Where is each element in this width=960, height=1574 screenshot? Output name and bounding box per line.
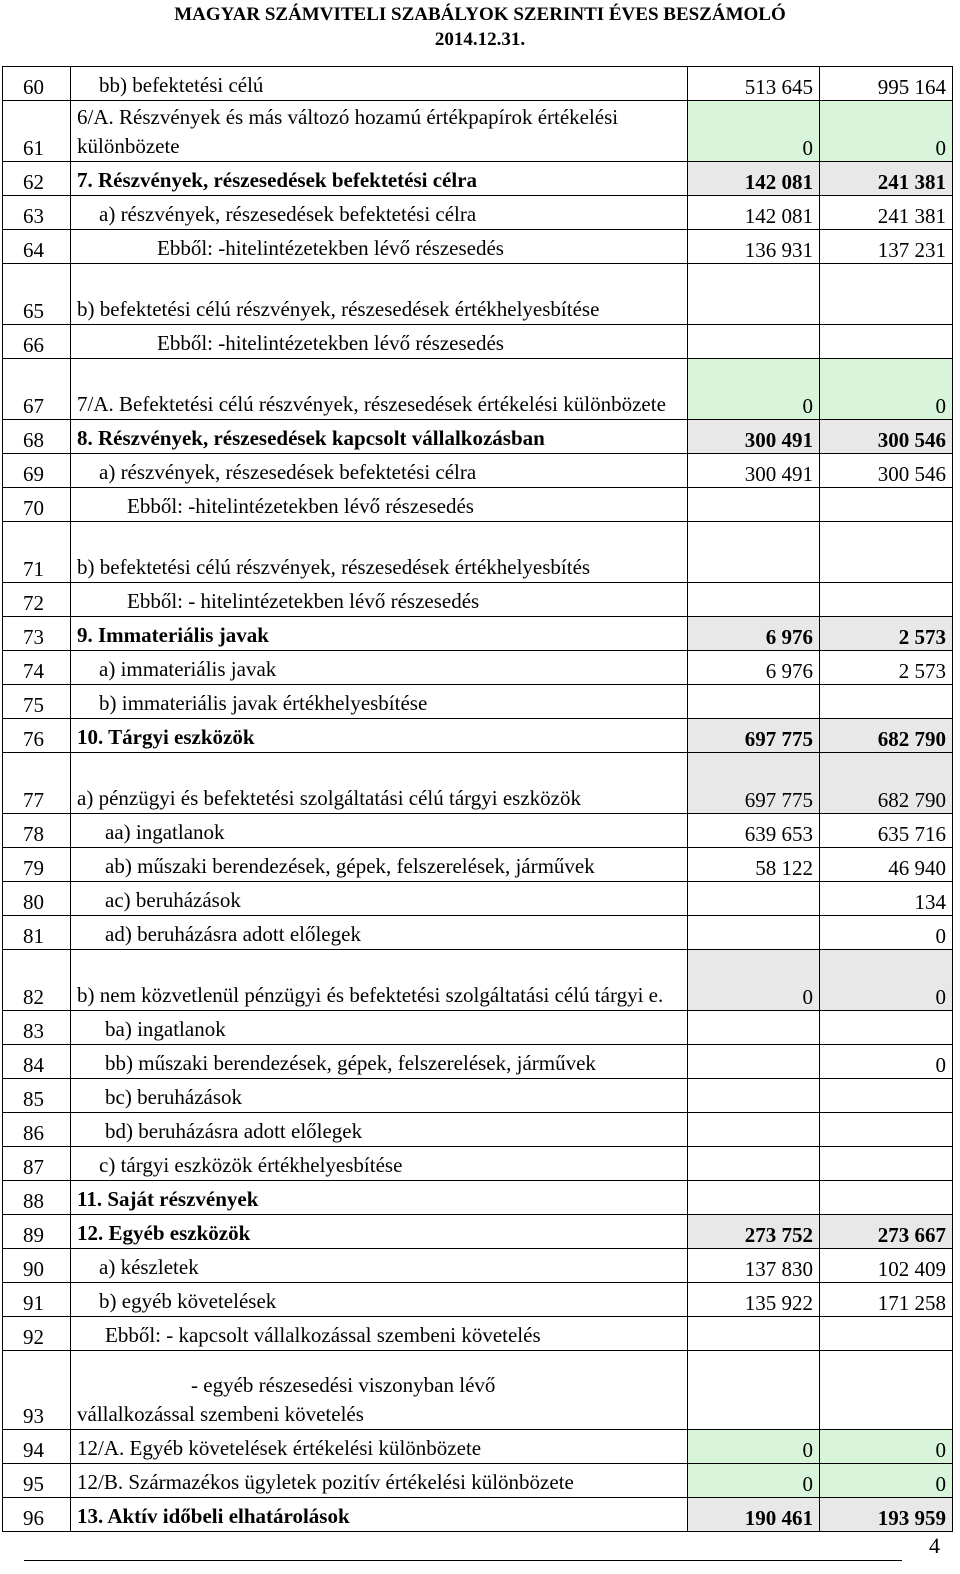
- row-number: 72: [3, 583, 71, 617]
- table-row: [3, 1045, 953, 1079]
- value-previous-year: 137 830: [688, 1249, 820, 1283]
- row-number: 85: [3, 1079, 71, 1113]
- table-row: [3, 583, 953, 617]
- balance-sheet-table: [2, 66, 953, 1532]
- value-previous-year: 142 081: [688, 196, 820, 230]
- table-row: [3, 685, 953, 719]
- value-previous-year: 58 122: [688, 848, 820, 882]
- row-number: 68: [3, 420, 71, 454]
- footer-divider: [24, 1560, 902, 1561]
- row-label: b) befektetési célú részvények, részesedések értékhelyesbítése: [71, 264, 688, 325]
- row-label: aa) ingatlanok: [71, 814, 688, 848]
- row-number: 74: [3, 651, 71, 685]
- value-previous-year: [688, 1113, 820, 1147]
- row-number: 90: [3, 1249, 71, 1283]
- table-row: [3, 882, 953, 916]
- value-previous-year: 0: [688, 101, 820, 162]
- value-previous-year: [688, 685, 820, 719]
- value-current-year: 171 258: [820, 1283, 953, 1317]
- row-label: b) immateriális javak értékhelyesbítése: [71, 685, 688, 719]
- table-row: [3, 1283, 953, 1317]
- value-previous-year: [688, 522, 820, 583]
- document-header-title: MAGYAR SZÁMVITELI SZABÁLYOK SZERINTI ÉVES BESZÁMOLÓ: [174, 4, 786, 25]
- table-row: [3, 1011, 953, 1045]
- table-row: [3, 719, 953, 753]
- table-row: [3, 522, 953, 583]
- row-number: 63: [3, 196, 71, 230]
- row-label: ba) ingatlanok: [71, 1011, 688, 1045]
- value-previous-year: 142 081: [688, 162, 820, 196]
- row-number: 86: [3, 1113, 71, 1147]
- value-current-year: [820, 1317, 953, 1351]
- row-label: a) részvények, részesedések befektetési célra: [71, 454, 688, 488]
- table-row: [3, 753, 953, 814]
- row-label: bd) beruházásra adott előlegek: [71, 1113, 688, 1147]
- row-number: 92: [3, 1317, 71, 1351]
- value-previous-year: 6 976: [688, 651, 820, 685]
- row-number: 87: [3, 1147, 71, 1181]
- value-current-year: 46 940: [820, 848, 953, 882]
- value-previous-year: [688, 1147, 820, 1181]
- row-number: 84: [3, 1045, 71, 1079]
- row-label: Ebből: -hitelintézetekben lévő részesedés: [71, 230, 688, 264]
- value-previous-year: [688, 916, 820, 950]
- row-number: 93: [3, 1351, 71, 1430]
- value-previous-year: 0: [688, 359, 820, 420]
- table-row: [3, 196, 953, 230]
- table-row: [3, 325, 953, 359]
- value-previous-year: 697 775: [688, 719, 820, 753]
- row-label: 7/A. Befektetési célú részvények, részesedések értékelési különbözete: [71, 359, 688, 420]
- row-number: 96: [3, 1498, 71, 1532]
- row-number: 70: [3, 488, 71, 522]
- value-previous-year: 0: [688, 1430, 820, 1464]
- value-previous-year: 0: [688, 1464, 820, 1498]
- table-row: [3, 1079, 953, 1113]
- row-label: c) tárgyi eszközök értékhelyesbítése: [71, 1147, 688, 1181]
- value-current-year: 241 381: [820, 196, 953, 230]
- row-label: 6/A. Részvények és más változó hozamú értékpapírok értékelési különbözete: [71, 101, 688, 162]
- row-label: ac) beruházások: [71, 882, 688, 916]
- row-number: 91: [3, 1283, 71, 1317]
- row-number: 73: [3, 617, 71, 651]
- table-row: [3, 230, 953, 264]
- row-number: 95: [3, 1464, 71, 1498]
- value-current-year: 193 959: [820, 1498, 953, 1532]
- table-row: [3, 1498, 953, 1532]
- row-label: 12. Egyéb eszközök: [71, 1215, 688, 1249]
- value-previous-year: 190 461: [688, 1498, 820, 1532]
- row-number: 60: [3, 67, 71, 101]
- value-current-year: 0: [820, 916, 953, 950]
- row-number: 88: [3, 1181, 71, 1215]
- value-current-year: [820, 1113, 953, 1147]
- value-previous-year: 135 922: [688, 1283, 820, 1317]
- row-label: 13. Aktív időbeli elhatárolások: [71, 1498, 688, 1532]
- row-label: Ebből: -hitelintézetekben lévő részesedés: [71, 325, 688, 359]
- table-row: [3, 1113, 953, 1147]
- table-row: [3, 101, 953, 162]
- row-number: 80: [3, 882, 71, 916]
- table-row: [3, 454, 953, 488]
- value-current-year: 241 381: [820, 162, 953, 196]
- table-row: [3, 1147, 953, 1181]
- row-label: 9. Immateriális javak: [71, 617, 688, 651]
- row-label: Ebből: - hitelintézetekben lévő részesedés: [71, 583, 688, 617]
- value-current-year: 995 164: [820, 67, 953, 101]
- value-current-year: 102 409: [820, 1249, 953, 1283]
- row-label: 12/A. Egyéb követelések értékelési különbözete: [71, 1430, 688, 1464]
- row-number: 71: [3, 522, 71, 583]
- value-current-year: 2 573: [820, 617, 953, 651]
- row-label: a) immateriális javak: [71, 651, 688, 685]
- value-current-year: [820, 1147, 953, 1181]
- value-current-year: [820, 1079, 953, 1113]
- table-row: [3, 1464, 953, 1498]
- value-previous-year: [688, 1181, 820, 1215]
- value-previous-year: [688, 1317, 820, 1351]
- table-row: [3, 420, 953, 454]
- row-label: 10. Tárgyi eszközök: [71, 719, 688, 753]
- row-label: a) pénzügyi és befektetési szolgáltatási célú tárgyi eszközök: [71, 753, 688, 814]
- row-label: 12/B. Származékos ügyletek pozitív értékelési különbözete: [71, 1464, 688, 1498]
- value-current-year: [820, 522, 953, 583]
- value-current-year: 300 546: [820, 420, 953, 454]
- row-label: b) befektetési célú részvények, részesedések értékhelyesbítés: [71, 522, 688, 583]
- row-label: ad) beruházásra adott előlegek: [71, 916, 688, 950]
- value-current-year: 0: [820, 101, 953, 162]
- row-number: 77: [3, 753, 71, 814]
- table-row: [3, 848, 953, 882]
- table-row: [3, 359, 953, 420]
- row-number: 76: [3, 719, 71, 753]
- value-current-year: 273 667: [820, 1215, 953, 1249]
- value-previous-year: 136 931: [688, 230, 820, 264]
- table-row: [3, 651, 953, 685]
- row-number: 66: [3, 325, 71, 359]
- row-number: 69: [3, 454, 71, 488]
- table-row: [3, 1249, 953, 1283]
- value-previous-year: [688, 1045, 820, 1079]
- row-label: 11. Saját részvények: [71, 1181, 688, 1215]
- table-row: [3, 1181, 953, 1215]
- table-row: [3, 1430, 953, 1464]
- value-current-year: [820, 685, 953, 719]
- value-current-year: [820, 1351, 953, 1430]
- table-row: [3, 264, 953, 325]
- row-number: 82: [3, 950, 71, 1011]
- row-number: 61: [3, 101, 71, 162]
- value-current-year: 137 231: [820, 230, 953, 264]
- row-label: ab) műszaki berendezések, gépek, felszerelések, járművek: [71, 848, 688, 882]
- row-number: 79: [3, 848, 71, 882]
- value-current-year: [820, 325, 953, 359]
- value-previous-year: [688, 1011, 820, 1045]
- value-previous-year: 0: [688, 950, 820, 1011]
- value-current-year: 635 716: [820, 814, 953, 848]
- value-current-year: [820, 1011, 953, 1045]
- table-row: [3, 814, 953, 848]
- row-label: b) egyéb követelések: [71, 1283, 688, 1317]
- table-row: [3, 1317, 953, 1351]
- value-previous-year: [688, 1351, 820, 1430]
- value-current-year: 0: [820, 1464, 953, 1498]
- value-current-year: [820, 264, 953, 325]
- table-row: [3, 67, 953, 101]
- row-number: 94: [3, 1430, 71, 1464]
- page-number: 4: [929, 1533, 940, 1558]
- row-number: 83: [3, 1011, 71, 1045]
- value-previous-year: 6 976: [688, 617, 820, 651]
- value-current-year: 2 573: [820, 651, 953, 685]
- value-previous-year: [688, 1079, 820, 1113]
- document-header-date: 2014.12.31.: [434, 29, 526, 50]
- value-current-year: 0: [820, 359, 953, 420]
- value-previous-year: 513 645: [688, 67, 820, 101]
- table-row: [3, 617, 953, 651]
- value-current-year: [820, 583, 953, 617]
- value-current-year: [820, 1181, 953, 1215]
- value-previous-year: 273 752: [688, 1215, 820, 1249]
- row-number: 75: [3, 685, 71, 719]
- table-row: [3, 488, 953, 522]
- value-previous-year: 697 775: [688, 753, 820, 814]
- row-label: 7. Részvények, részesedések befektetési célra: [71, 162, 688, 196]
- row-label: [71, 1351, 688, 1430]
- row-label: bb) befektetési célú: [71, 67, 688, 101]
- value-previous-year: [688, 264, 820, 325]
- value-current-year: 0: [820, 950, 953, 1011]
- row-label-line2: vállalkozással szembeni követelés: [77, 1402, 364, 1426]
- value-current-year: 0: [820, 1045, 953, 1079]
- value-current-year: 682 790: [820, 753, 953, 814]
- value-previous-year: [688, 882, 820, 916]
- row-label: 8. Részvények, részesedések kapcsolt vállalkozásban: [71, 420, 688, 454]
- row-label: bc) beruházások: [71, 1079, 688, 1113]
- value-previous-year: 639 653: [688, 814, 820, 848]
- value-current-year: [820, 488, 953, 522]
- value-previous-year: [688, 583, 820, 617]
- table-row: [3, 1351, 953, 1430]
- value-current-year: 134: [820, 882, 953, 916]
- value-current-year: 0: [820, 1430, 953, 1464]
- row-label: a) részvények, részesedések befektetési célra: [71, 196, 688, 230]
- table-row: [3, 950, 953, 1011]
- value-previous-year: 300 491: [688, 420, 820, 454]
- row-label: b) nem közvetlenül pénzügyi és befektetési szolgáltatási célú tárgyi e.: [71, 950, 688, 1011]
- row-label-line1: - egyéb részesedési viszonyban lévő: [191, 1373, 496, 1397]
- row-label: Ebből: -hitelintézetekben lévő részesedés: [71, 488, 688, 522]
- value-previous-year: 300 491: [688, 454, 820, 488]
- row-number: 64: [3, 230, 71, 264]
- row-number: 62: [3, 162, 71, 196]
- row-number: 89: [3, 1215, 71, 1249]
- value-previous-year: [688, 488, 820, 522]
- balance-sheet-body: [3, 67, 953, 1532]
- table-row: [3, 1215, 953, 1249]
- row-label: bb) műszaki berendezések, gépek, felszerelések, járművek: [71, 1045, 688, 1079]
- row-label: Ebből: - kapcsolt vállalkozással szembeni követelés: [71, 1317, 688, 1351]
- value-previous-year: [688, 325, 820, 359]
- row-label: a) készletek: [71, 1249, 688, 1283]
- row-number: 81: [3, 916, 71, 950]
- table-row: [3, 916, 953, 950]
- row-number: 65: [3, 264, 71, 325]
- value-current-year: 682 790: [820, 719, 953, 753]
- value-current-year: 300 546: [820, 454, 953, 488]
- table-row: [3, 162, 953, 196]
- row-number: 78: [3, 814, 71, 848]
- row-number: 67: [3, 359, 71, 420]
